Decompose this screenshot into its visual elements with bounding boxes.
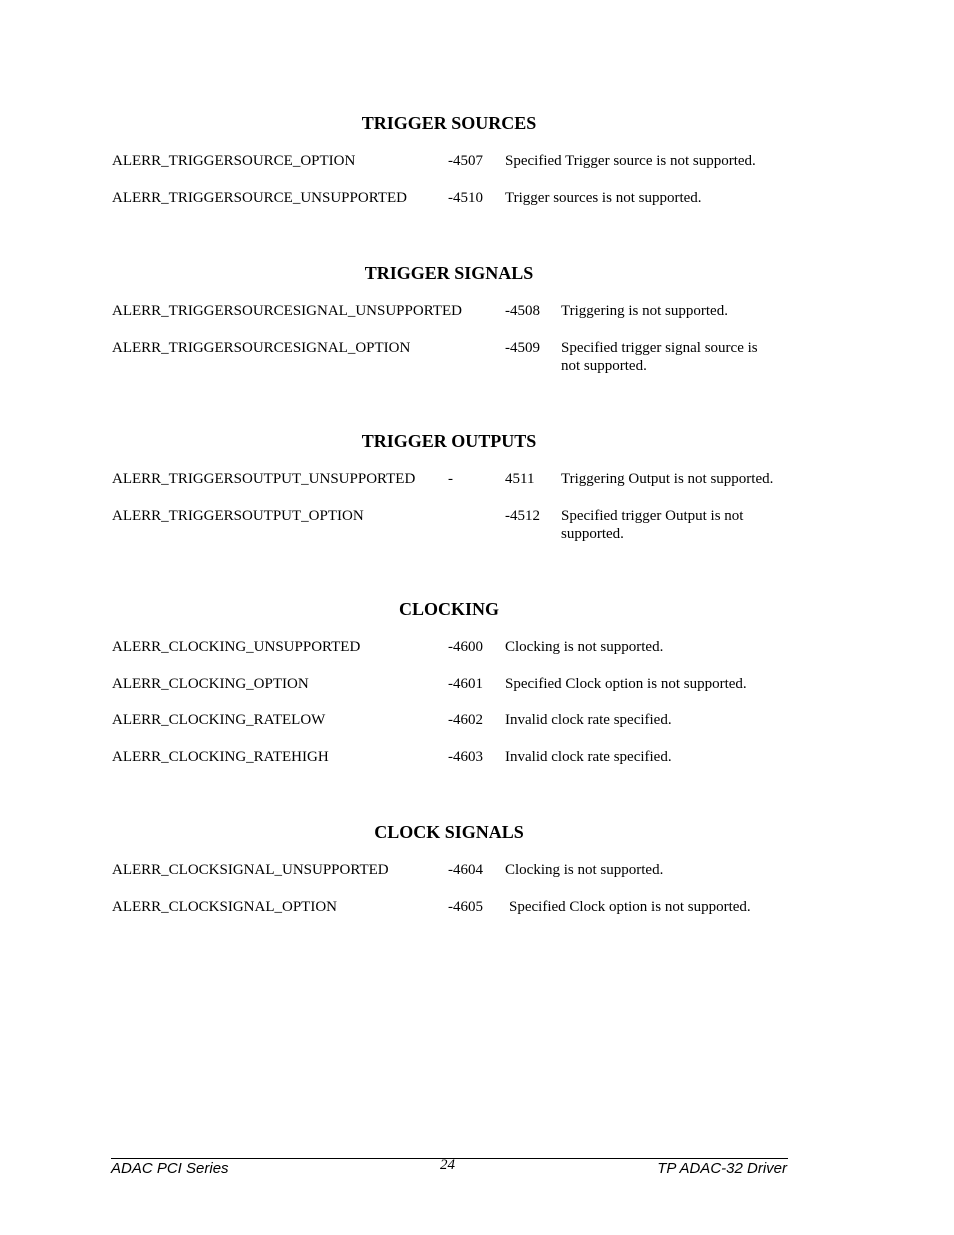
section-heading-clocking: CLOCKING (398, 599, 499, 619)
error-description: Invalid clock rate specified. (505, 749, 672, 765)
error-name: ALERR_TRIGGERSOURCESIGNAL_UNSUPPORTED (112, 303, 462, 319)
error-code: -4507 (448, 153, 483, 169)
error-code: -4512 (505, 508, 540, 524)
error-name: ALERR_TRIGGERSOUTPUT_OPTION (112, 508, 364, 524)
error-description: Clocking is not supported. (505, 639, 664, 655)
error-description: Triggering is not supported. (561, 303, 728, 319)
error-code: -4601 (448, 676, 483, 692)
error-description: Specified Trigger source is not supported. (505, 153, 756, 169)
error-description: Specified Clock option is not supported. (509, 899, 751, 915)
footer-series: ADAC PCI Series (111, 1160, 229, 1177)
error-description: Specified trigger signal source is not supported. (561, 340, 758, 374)
error-code: -4602 (448, 712, 483, 728)
error-name: ALERR_TRIGGERSOURCESIGNAL_OPTION (112, 340, 411, 356)
error-name: ALERR_CLOCKING_RATELOW (112, 712, 326, 728)
error-code: -4603 (448, 749, 483, 765)
section-heading-trigger-signals: TRIGGER SIGNALS (364, 263, 534, 283)
error-code: 4511 (505, 471, 535, 487)
error-name: ALERR_CLOCKSIGNAL_OPTION (112, 899, 337, 915)
error-name: ALERR_TRIGGERSOURCE_OPTION (112, 153, 356, 169)
error-code: -4508 (505, 303, 540, 319)
section-heading-trigger-outputs: TRIGGER OUTPUTS (361, 431, 537, 451)
error-code-prefix: - (448, 471, 453, 487)
error-name: ALERR_CLOCKSIGNAL_UNSUPPORTED (112, 862, 389, 878)
error-name: ALERR_CLOCKING_UNSUPPORTED (112, 639, 361, 655)
error-description: Specified trigger Output is not supported. (561, 508, 744, 542)
footer-driver-title: TP ADAC-32 Driver (657, 1160, 787, 1177)
section-heading-trigger-sources: TRIGGER SOURCES (361, 113, 537, 133)
error-name: ALERR_CLOCKING_OPTION (112, 676, 309, 692)
error-description: Specified Clock option is not supported. (505, 676, 747, 692)
error-name: ALERR_CLOCKING_RATEHIGH (112, 749, 329, 765)
error-description: Triggering Output is not supported. (561, 471, 774, 487)
error-description: Trigger sources is not supported. (505, 190, 702, 206)
error-code: -4510 (448, 190, 483, 206)
error-code: -4509 (505, 340, 540, 356)
footer-page-number: 24 (440, 1157, 455, 1173)
error-name: ALERR_TRIGGERSOUTPUT_UNSUPPORTED (112, 471, 416, 487)
section-heading-clock-signals: CLOCK SIGNALS (374, 822, 524, 842)
error-description: Invalid clock rate specified. (505, 712, 672, 728)
error-code: -4604 (448, 862, 483, 878)
error-name: ALERR_TRIGGERSOURCE_UNSUPPORTED (112, 190, 407, 206)
error-description: Clocking is not supported. (505, 862, 664, 878)
error-code: -4605 (448, 899, 483, 915)
error-code: -4600 (448, 639, 483, 655)
